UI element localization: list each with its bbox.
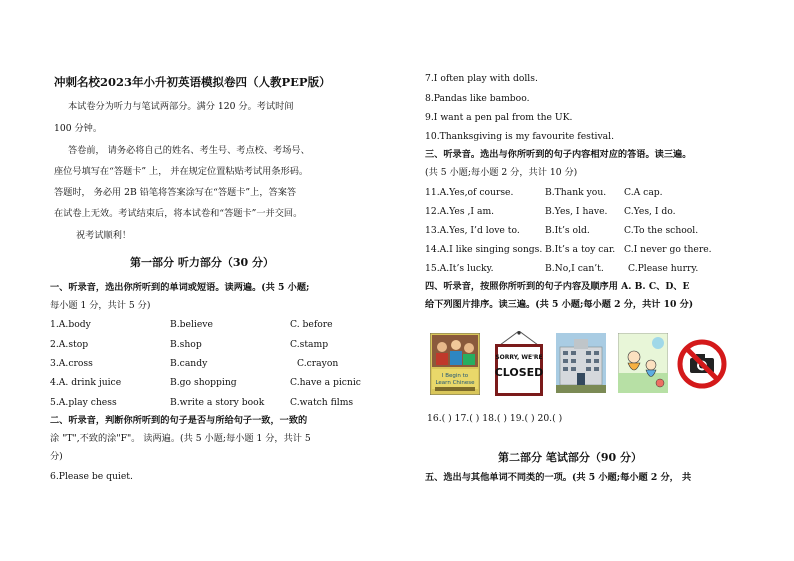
option-c: C. before <box>290 319 333 330</box>
option-a: 3.A.cross <box>50 358 93 369</box>
kids-playing-picture <box>618 333 668 393</box>
answer-c: C.Please hurry. <box>628 263 699 274</box>
answer-c: C.To the school. <box>624 225 699 236</box>
option-a: 5.A.play chess <box>50 397 117 408</box>
answer-b: B.It’s old. <box>545 225 590 236</box>
book-title-line1: I Begin to <box>441 373 469 379</box>
sec3-heading: 三、听录音。选出与你所听到的句子内容相对应的答语。读三遍。 <box>425 149 692 160</box>
option-b: B.go shopping <box>170 377 237 388</box>
answer-a: 15.A.It’s lucky. <box>425 263 494 274</box>
building-picture <box>556 333 606 393</box>
answer-c: C.A cap. <box>624 187 663 198</box>
option-b: B.candy <box>170 358 208 369</box>
sec4-heading-cont: 给下列图片排序。读三遍。(共 5 小题;每小题 2 分，共计 10 分) <box>425 299 694 310</box>
exam-title: 冲刺名校2023年小升初英语模拟卷四（人教PEP版） <box>54 75 331 89</box>
intro-line: 答题时， 务必用 2B 铅笔将答案涂写在“答题卡”上，答案答 <box>54 187 297 198</box>
answer-c: C.Yes, I do. <box>624 206 676 217</box>
intro-line: 本试卷分为听力与笔试两部分。满分 120 分。考试时间 <box>68 101 294 112</box>
answer-c: C.I never go there. <box>624 244 712 255</box>
answer-a: 13.A.Yes, I’d love to. <box>425 225 520 236</box>
picture-order-blanks: 16.( ) 17.( ) 18.( ) 19.( ) 20.( ) <box>427 413 563 424</box>
answer-b: B.It’s a toy car. <box>545 244 616 255</box>
intro-line: 座位号填写在“答题卡” 上， 并在规定位置粘贴考试用条形码。 <box>54 166 309 177</box>
wish-line: 祝考试顺利！ <box>76 230 132 241</box>
answer-b: B.No,I can’t. <box>545 263 604 274</box>
sec1-heading: 一、听录音，选出你所听到的单词或短语。读两遍。(共 5 小题; <box>50 282 310 293</box>
sec2-heading-cont: 分) <box>50 451 63 462</box>
part2-title: 第二部分 笔试部分（90 分） <box>498 451 642 464</box>
part1-title: 第一部分 听力部分（30 分） <box>130 256 274 269</box>
book-picture <box>430 333 480 395</box>
option-c: C.have a picnic <box>290 377 361 388</box>
sentence-item: 10.Thanksgiving is my favourite festival. <box>425 131 615 142</box>
closed-sign-picture <box>494 331 544 397</box>
sec2-heading-cont: 涂 "T",不致的涂"F"。 读两遍。(共 5 小题;每小题 1 分，共计 5 <box>50 433 311 444</box>
answer-a: 12.A.Yes ,I am. <box>425 206 495 217</box>
intro-line: 在试卷上无效。考试结束后，将本试卷和“答题卡”一并交回。 <box>54 208 303 219</box>
sentence-item: 9.I want a pen pal from the UK. <box>425 112 573 123</box>
sec5-heading: 五、选出与其他单词不同类的一项。(共 5 小题;每小题 2 分， 共 <box>425 472 692 483</box>
sec4-heading: 四、听录音，按照你所听到的句子内容及顺序用 A. B. C、D、E <box>425 281 690 292</box>
option-a: 4.A. drink juice <box>50 377 122 388</box>
sign-text-line1: SORRY, WE'RE <box>495 354 543 361</box>
sec1-heading-cont: 每小题 1 分，共计 5 分) <box>50 300 151 311</box>
answer-b: B.Thank you. <box>545 187 607 198</box>
no-photo-picture <box>676 338 728 390</box>
option-c: C.crayon <box>297 358 339 369</box>
option-b: B.shop <box>170 339 202 350</box>
answer-b: B.Yes, I have. <box>545 206 608 217</box>
option-c: C.stamp <box>290 339 329 350</box>
option-b: B.write a story book <box>170 397 265 408</box>
sentence-item: 6.Please be quiet. <box>50 471 133 482</box>
sec2-heading: 二、听录音，判断你所听到的句子是否与所给句子一致，一致的 <box>50 415 308 426</box>
intro-line: 100 分钟。 <box>54 123 103 134</box>
answer-a: 14.A.I like singing songs. <box>425 244 543 255</box>
sign-text-line2: CLOSED <box>494 366 544 379</box>
option-a: 1.A.body <box>50 319 91 330</box>
book-title-line2: Learn Chinese <box>435 380 475 386</box>
sentence-item: 8.Pandas like bamboo. <box>425 93 530 104</box>
sentence-item: 7.I often play with dolls. <box>425 73 538 84</box>
option-a: 2.A.stop <box>50 339 89 350</box>
intro-line: 答卷前， 请务必将自己的姓名、考生号、考点校、考场号、 <box>68 145 310 156</box>
option-c: C.watch films <box>290 397 354 408</box>
answer-a: 11.A.Yes,of course. <box>425 187 514 198</box>
sec3-heading-cont: (共 5 小题;每小题 2 分，共计 10 分) <box>425 167 578 178</box>
option-b: B.believe <box>170 319 213 330</box>
